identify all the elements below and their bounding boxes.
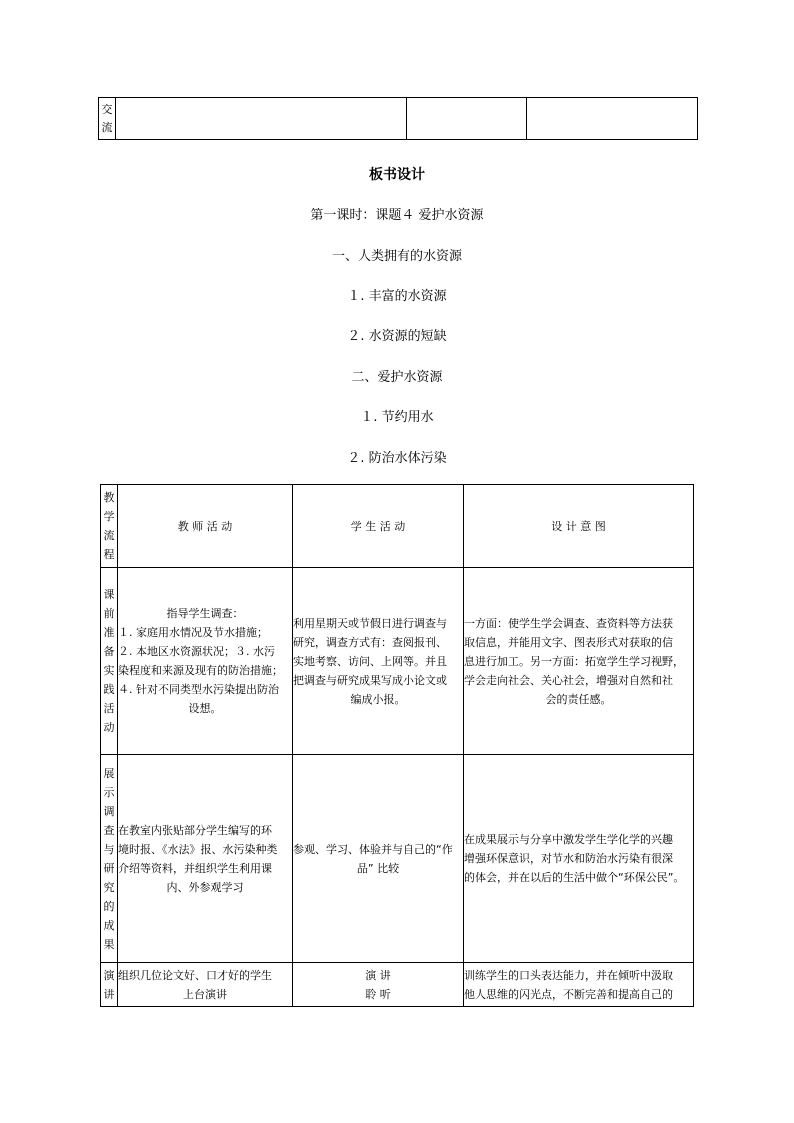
text-line: 编成小报。 <box>350 692 406 706</box>
exchange-label: 交流 <box>99 98 116 140</box>
row2-teacher <box>118 755 293 963</box>
row3-teacher <box>118 963 293 1007</box>
top-table <box>98 97 698 140</box>
row1-teacher <box>118 568 293 755</box>
text-line: 上台演讲 <box>183 987 227 1001</box>
text-line: 境时报、《水法》报、水污染种类 <box>118 842 278 856</box>
text-line: 把调查与研究成果写成小论文或 <box>293 673 447 687</box>
text-line: 息进行加工。另一方面：拓宽学生学习视野， <box>464 654 684 668</box>
text-line: 内、外参观学习 <box>166 880 244 894</box>
text-line: 染程度和来源及现有的防治措施； <box>118 664 283 677</box>
text-line: 指导学生调查： <box>166 607 244 620</box>
board-title: 板书设计 <box>369 167 425 183</box>
header-design: 设 计 意 图 <box>464 485 694 568</box>
item-1-1: １. 丰富的水资源 <box>347 289 447 304</box>
text-line: ２. 本地区水资源状况；３. 水污 <box>118 645 275 658</box>
text-line: 在教室内张贴部分学生编写的环 <box>118 823 272 837</box>
header-teacher: 教 师 活 动 <box>118 485 293 568</box>
text-line: 在成果展示与分享中激发学生学化学的兴趣 <box>464 833 673 846</box>
text-line: ４. 针对不同类型水污染提出防治 <box>118 683 279 696</box>
text-line: 设想。 <box>188 702 222 715</box>
row2-design <box>464 755 694 963</box>
text-line: 介绍等资料，并组织学生利用课 <box>118 861 272 875</box>
text-line: 组织几位论文好、口才好的学生 <box>118 968 272 982</box>
text-line: 品” 比较 <box>356 861 400 875</box>
row1-flow: 课前准备实践活动 <box>101 568 118 755</box>
row2-flow: 展示调查与研究的成果 <box>101 755 118 963</box>
text-line: 实地考察、访问、上网等。并且 <box>293 654 447 668</box>
row1-design <box>464 568 694 755</box>
item-1-2: ２. 水资源的短缺 <box>347 329 447 344</box>
text-line: 参观、学习、体验并与自己的“作 <box>293 842 453 856</box>
top-cell-design <box>527 98 698 140</box>
text-line: １. 家庭用水情况及节水措施； <box>118 626 268 639</box>
row3-design <box>464 963 694 1007</box>
row3-flow: 演讲 <box>101 963 118 1007</box>
text-line: 取信息，并能用文字、图表形式对获取的信 <box>464 635 673 649</box>
text-line: 增强环保意识，对节水和防治水污染有很深 <box>464 852 673 865</box>
text-line: 利用星期天或节假日进行调查与 <box>293 616 447 630</box>
text-line: 他人思维的闪光点，不断完善和提高自己的 <box>464 987 673 1001</box>
row3-student <box>293 963 464 1007</box>
item-2-2: ２. 防治水体污染 <box>347 451 447 466</box>
text-line: 学会走向社会、关心社会，增强对自然和社 <box>464 673 673 687</box>
text-line: 聆 听 <box>365 987 391 1001</box>
text-line: 的体会，并在以后的生活中做个“环保公民”。 <box>464 871 685 884</box>
text-line: 一方面：使学生学会调查、查资料等方法获 <box>464 616 673 630</box>
text-line: 演 讲 <box>365 968 391 982</box>
header-student: 学 生 活 动 <box>293 485 464 568</box>
header-flow: 教学流程 <box>101 485 118 568</box>
lesson-flow-table <box>100 484 694 1007</box>
top-cell-teacher <box>116 98 407 140</box>
text-line: 训练学生的口头表达能力，并在倾听中汲取 <box>464 968 673 982</box>
row2-student <box>293 755 464 963</box>
section-2: 二、爱护水资源 <box>351 370 443 385</box>
item-2-1: １. 节约用水 <box>360 410 434 425</box>
row1-student <box>293 568 464 755</box>
lesson-title: 第一课时：课题４ 爱护水资源 <box>310 208 484 223</box>
top-cell-student <box>407 98 527 140</box>
section-1: 一、人类拥有的水资源 <box>331 249 462 264</box>
text-line: 研究，调查方式有：查阅报刊、 <box>293 635 447 649</box>
text-line: 会的责任感。 <box>545 692 612 706</box>
